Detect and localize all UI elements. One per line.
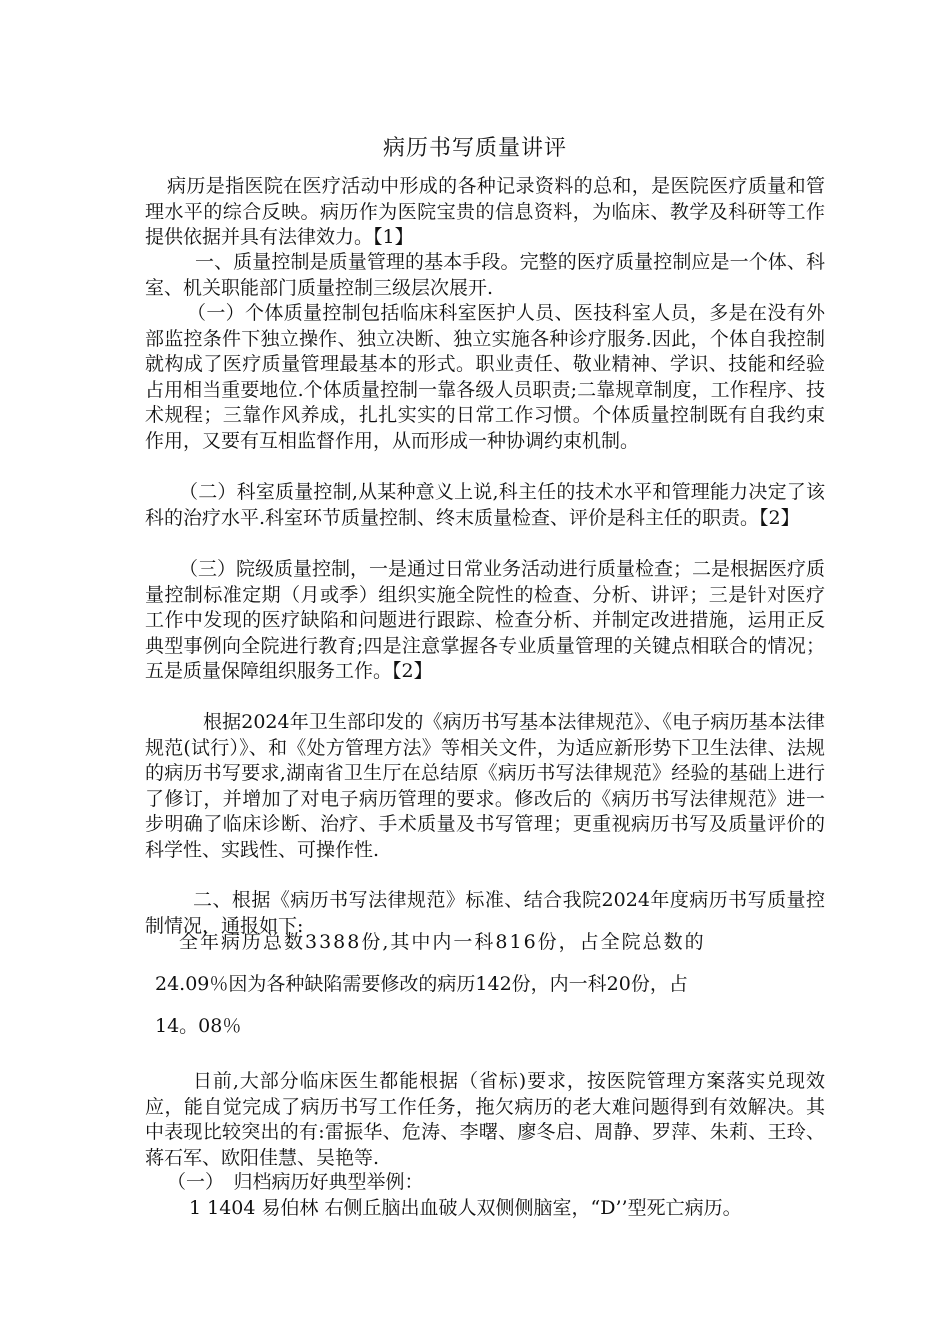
paragraph-regulations: 根据2024年卫生部印发的《病历书写基本法律规范》、《电子病历基本法律规范(试行）》、和《处方管理方法》等相关文件，为适应新形势下卫生法律、法规的病历书写要求,湖南省卫生厅在总结原《病历书写法律规范》经验的基础上进行了修订，并增加了对电子病历管理的要求。修改后的《病历书写法律规范》进一步明确了临床诊断、治疗、手术质量及书写管理；更重视病历书写及质量评价的科学性、实践性、可操作性.: [145, 711, 825, 861]
paragraph-section-one: 一、质量控制是质量管理的基本手段。完整的医疗质量控制应是一个体、科室、机关职能部门质量控制三级层次展开.: [145, 251, 825, 299]
example-case: 1 1404 易伯林 右侧丘脑出血破人双侧侧脑室，“D’’型死亡病历。: [189, 1197, 742, 1219]
paragraph-department-control: （二）科室质量控制,从某种意义上说,科主任的技术水平和管理能力决定了该科的治疗水平.科室环节质量控制、终末质量检查、评价是科主任的职责。【2】: [145, 481, 825, 529]
subheading-good-examples: （一） 归档病历好典型举例：: [167, 1171, 424, 1193]
statistics-block: [145, 921, 825, 1047]
statistics-line: 14。08％: [155, 1015, 242, 1037]
paragraph-current-status: 日前,大部分临床医生都能根据（省标)要求，按医院管理方案落实兑现效应，能自觉完成了病历书写工作任务，拖欠病历的老大难问题得到有效解决。其中表现比较突出的有:雷振华、危涛、李曙、廖冬启、周静、罗萍、朱莉、王玲、蒋石军、欧阳佳慧、吴艳等.: [145, 1070, 825, 1169]
statistics-line: 全年病历总数3388份,其中内一科816份，占全院总数的: [179, 931, 706, 953]
page-title: 病历书写质量讲评: [382, 136, 567, 161]
paragraph-intro: 病历是指医院在医疗活动中形成的各种记录资料的总和，是医院医疗质量和管理水平的综合反映。病历作为医院宝贵的信息资料，为临床、教学及科研等工作提供依据并具有法律效力。【1】: [145, 175, 825, 248]
paragraph-individual-control: （一）个体质量控制包括临床科室医护人员、医技科室人员，多是在没有外部监控条件下独立操作、独立决断、独立实施各种诊疗服务.因此，个体自我控制就构成了医疗质量管理最基本的形式。职业责任、敬业精神、学识、技能和经验占用相当重要地位.个体质量控制一靠各级人员职责;二靠规章制度，工作程序、技术规程；三靠作风养成，扎扎实实的日常工作习惯。个体质量控制既有自我约束作用，又要有互相监督作用，从而形成一种协调约束机制。: [145, 302, 825, 452]
statistics-line: 24.09％因为各种缺陷需要修改的病历142份，内一科20份，占: [155, 973, 688, 995]
paragraph-section-two: 二、根据《病历书写法律规范》标准、结合我院2024年度病历书写质量控制情况，通报如下:: [145, 889, 825, 937]
paragraph-hospital-control: （三）院级质量控制，一是通过日常业务活动进行质量检查；二是根据医疗质量控制标准定期（月或季）组织实施全院性的检查、分析、讲评；三是针对医疗工作中发现的医疗缺陷和问题进行跟踪、检查分析、并制定改进措施，运用正反典型事例向全院进行教育;四是注意掌握各专业质量管理的关键点相联合的情况；五是质量保障组织服务工作。【2】: [145, 558, 826, 682]
